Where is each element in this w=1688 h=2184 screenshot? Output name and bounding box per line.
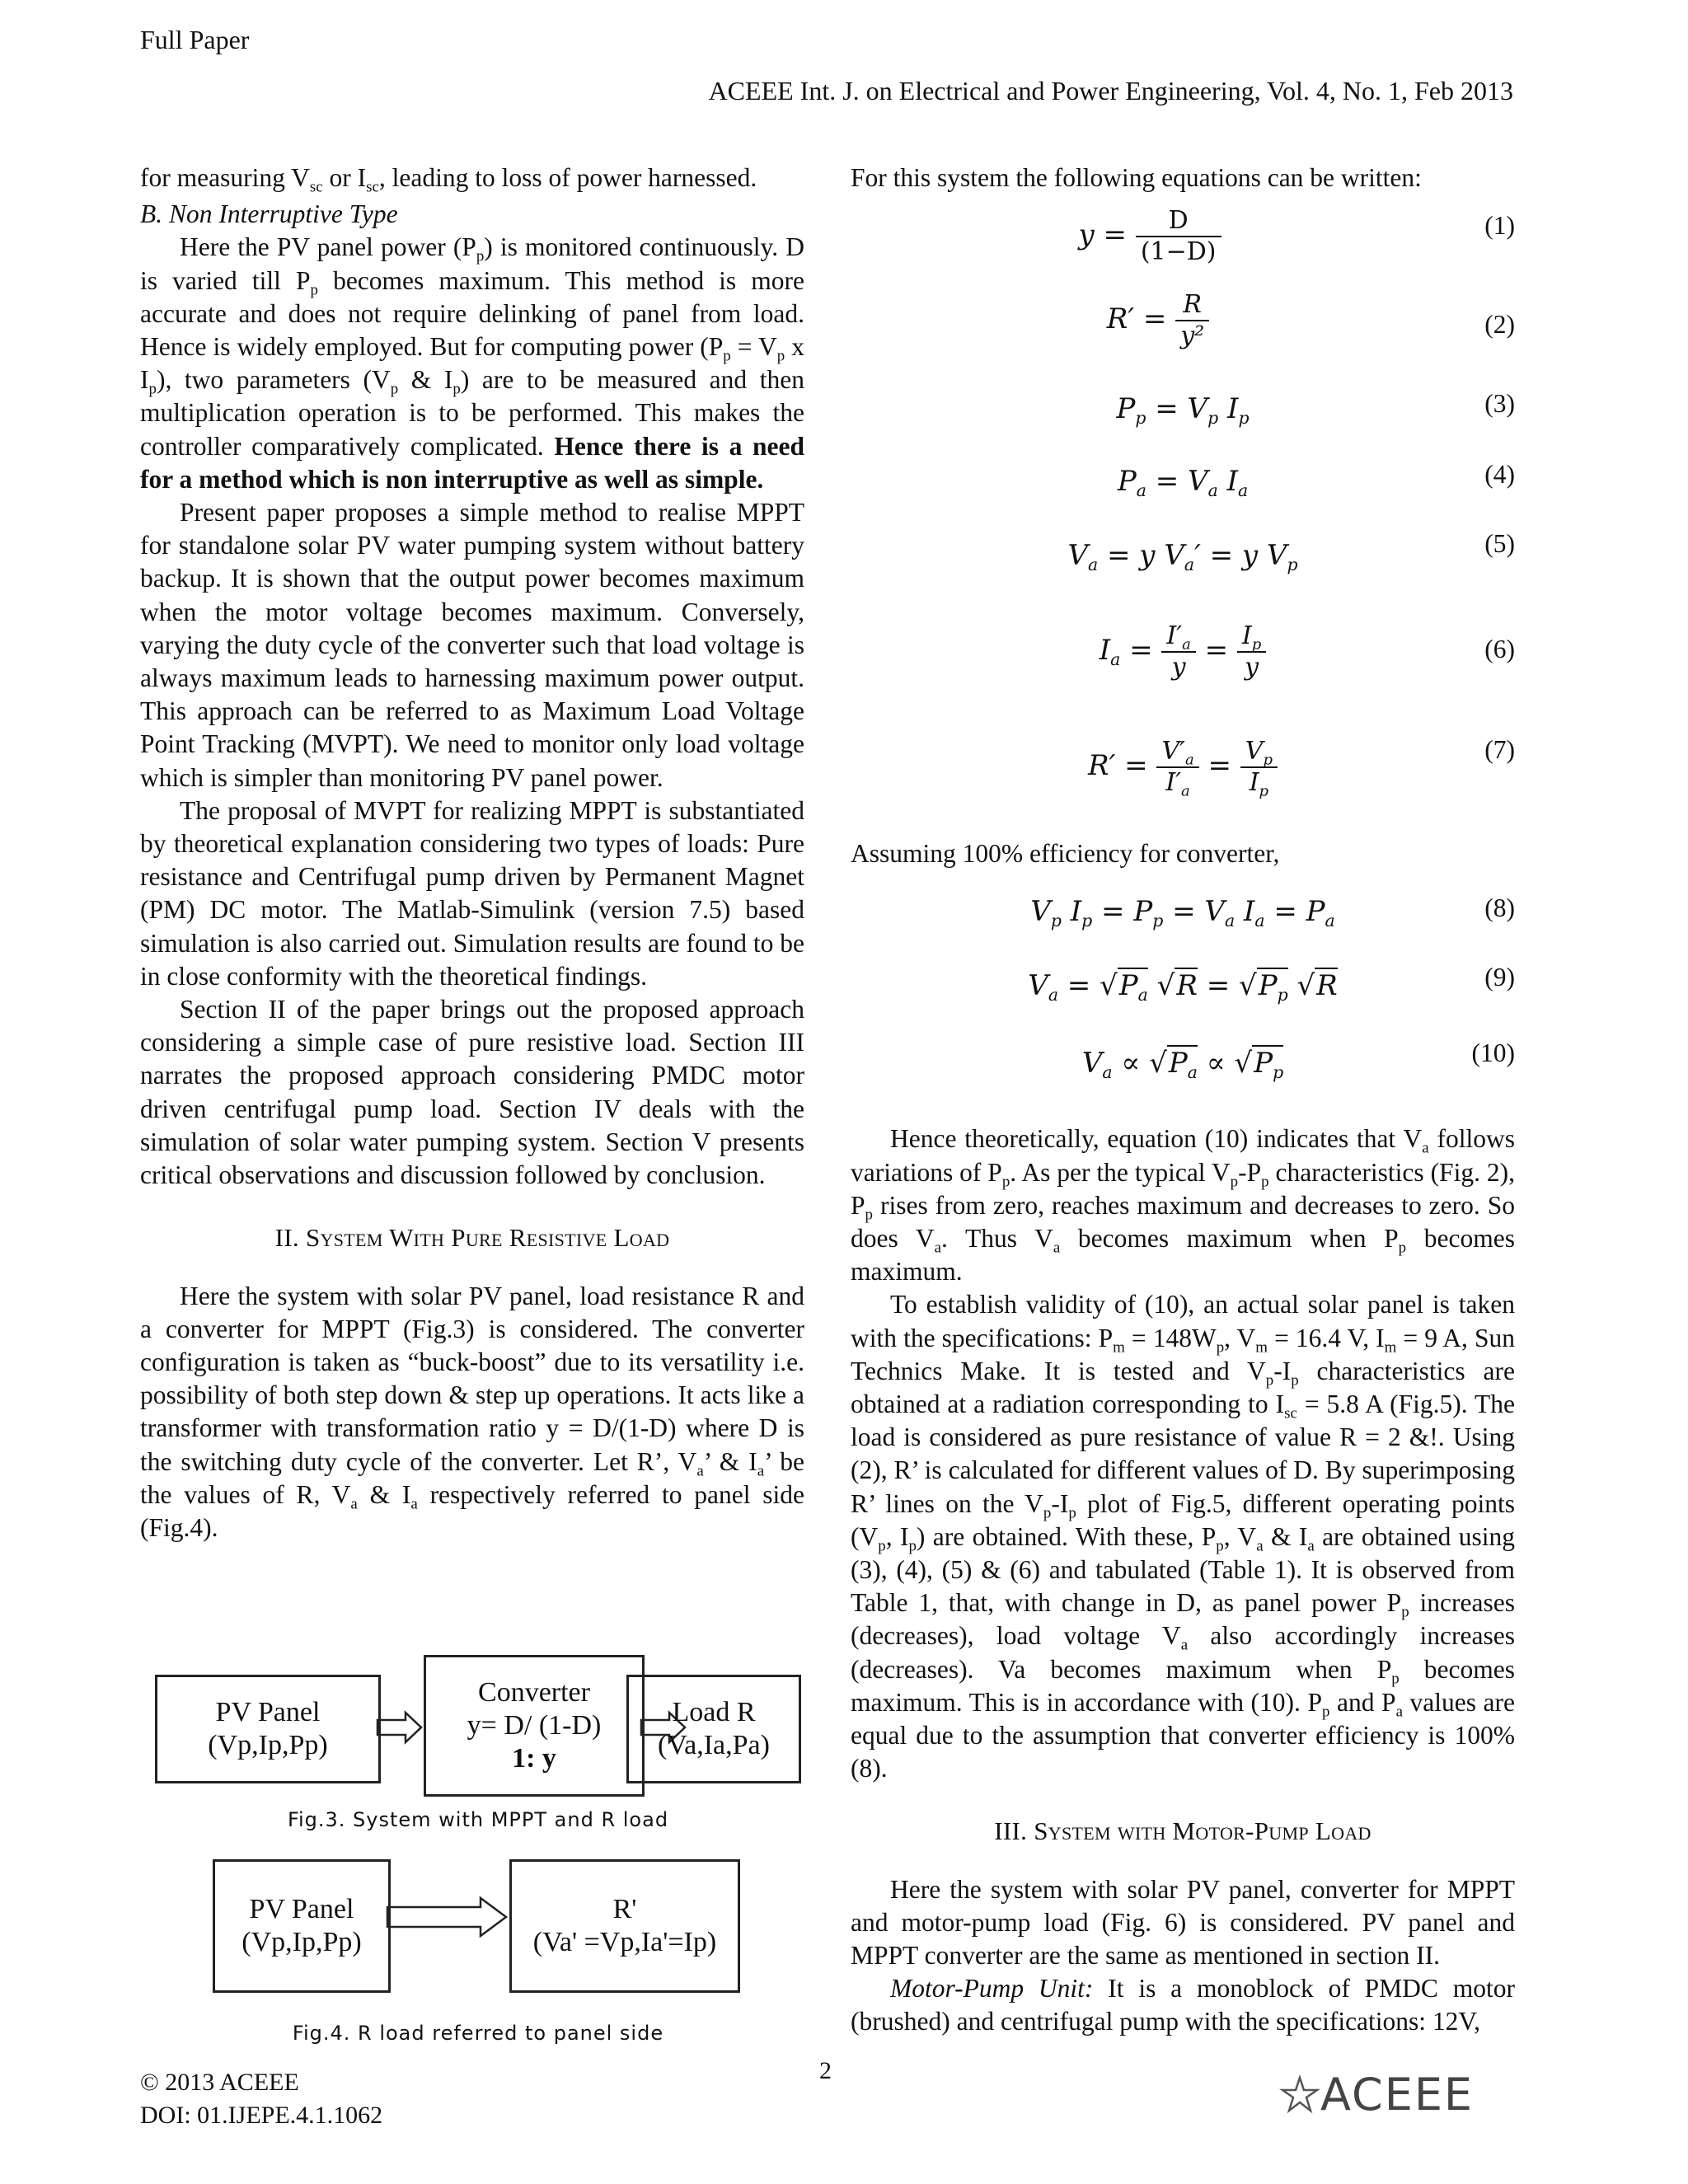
- equation-3: $P_p = V_p$ $I_p$ (3): [1116, 389, 1515, 429]
- equation-10: $V_a \propto √P_a \propto √P_p$ (10): [1081, 1038, 1515, 1083]
- equation-5: $V_a = y$ $V_a' = y$ $V_p$ (5): [1067, 529, 1515, 575]
- running-head-label: Full Paper: [140, 25, 250, 54]
- paragraph-proposal: Present paper proposes a simple method to realise MPPT for standalone solar PV water pumping system without battery backup. It is shown that the output power becomes maximum when the motor voltage becomes maximum. Conversely, varying the duty cycle of the converter such that load voltage is always maximum leads to harnessing maximum power output. This approach can be referred to as Maximum Load Voltage Point Tracking (MVPT). We need to monitor only load voltage which is simpler than monitoring PV panel power.: [140, 498, 804, 792]
- fig3-converter-box: [424, 1655, 645, 1797]
- equation-7: R′ = $\frac{V'_a}{I'_a}$ = $\frac{V_p}{I_p}$ (7): [1088, 735, 1515, 800]
- paragraph-motor-pump-unit: Motor-Pump Unit: It is a monoblock of PMDC motor (brushed) and centrifugal pump with the specifications: 12V,: [851, 1974, 1515, 2036]
- fig4-box1-params: (Vp,Ip,Pp): [241, 1927, 362, 1957]
- fig3-arrow-1-icon: [376, 1710, 424, 1745]
- fig4-pv-panel-box: [213, 1859, 391, 1993]
- fig3-box1-params: (Vp,Ip,Pp): [208, 1730, 328, 1760]
- fig3-box3-title: Load R: [672, 1697, 756, 1727]
- fig4-box2-title: R': [612, 1894, 637, 1924]
- equation-1: y = $\frac{D}{(1-D)}$ (1): [1078, 206, 1515, 267]
- paragraph-non-interruptive: Here the PV panel power $(P_p)$ is monitored continuously. D is varied till $P_p$ becomes maximum. This method is more accurate and does not require delinking of panel from load. Hence is widely employed. But for computing power ($P_p = V_p$ x $I_p$), two parameters ($V_p$ & $I_p$) are to be measured and then multiplication operation is to be performed. This makes the controller comparatively complicated. Hence there is a need for a method which is non interruptive as well as simple.: [140, 232, 805, 494]
- fig4-arrow-icon: [386, 1896, 509, 1938]
- fig3-box3-params: (Va,Ia,Pa): [658, 1730, 770, 1760]
- footer-copyright: © 2013 ACEEE: [140, 2069, 299, 2096]
- star-logo-icon: [1279, 2074, 1320, 2116]
- fig4-box1-title: PV Panel: [249, 1894, 354, 1924]
- fig3-caption: Fig.3. System with MPPT and R load: [287, 1808, 669, 1831]
- fig4-box2-params: (Va' =Vp,Ia'=Ip): [532, 1927, 717, 1957]
- fig3-box2-title: Converter: [478, 1677, 590, 1708]
- subsection-heading: B. Non Interruptive Type: [140, 199, 398, 229]
- journal-citation: ACEEE Int. J. on Electrical and Power Engineering, Vol. 4, No. 1, Feb 2013: [708, 76, 1513, 105]
- equation-9: $V_a = √P_a$ $√R = √P_p$ √R (9): [1028, 963, 1515, 1005]
- fig3-load-box: [626, 1675, 801, 1783]
- equations-intro: For this system the following equations can be written:: [851, 163, 1422, 192]
- fig3-pv-panel-box: [155, 1675, 381, 1783]
- paragraph-mvpt: The proposal of MVPT for realizing MPPT is substantiated by theoretical explanation considering two types of loads: Pure resistance and Centrifugal pump driven by Permanent Magnet (PM) DC motor. The Matlab-Simulink (version 7.5) based simulation is also carried out. Simulation results are found to be in close conformity with the theoretical findings.: [140, 795, 804, 991]
- equation-2: R′ = $\frac{R}{\text{y²}}$ (2): [1106, 290, 1515, 351]
- paragraph-motor-pump: Here the system with solar PV panel, converter for MPPT and motor-pump load (Fig. 6) is considered. PV panel and MPPT converter are the same as mentioned in section II.: [851, 1874, 1515, 1971]
- paragraph-continued: for measuring $V_{sc}$ or $I_{sc}$, leading to loss of power harnessed.: [140, 163, 757, 196]
- equation-6: $I_a$ = $\frac{I'_a}{y}$ = $\frac{I_p}{y}$ (6): [1099, 621, 1515, 682]
- left-column: [140, 162, 804, 1544]
- fig4-reflected-load-box: [509, 1859, 740, 1993]
- footer-doi: DOI: 01.IJEPE.4.1.1062: [140, 2102, 383, 2129]
- paragraph-resistive-load: Here the system with solar PV panel, load resistance R and a converter for MPPT (Fig.3) is considered. The converter configuration is taken as “buck-boost” due to its versatility i.e. possibility of both step down & step up operations. It acts like a transformer with transformation ratio y = D/(1-D) where D is the switching duty cycle of the converter. Let R’, $V_a$’ & $I_a$’ be the values of R, $V_a$ & $I_a$ respectively referred to panel side (Fig.4).: [140, 1281, 805, 1542]
- aceee-logo: [1279, 2069, 1474, 2121]
- fig3-box2-transform: 1: y: [512, 1743, 556, 1774]
- fig3-box1-title: PV Panel: [215, 1697, 321, 1727]
- section-heading-iii: III. System with Motor-Pump Load: [994, 1816, 1372, 1846]
- assumption-text: Assuming 100% efficiency for converter,: [851, 839, 1280, 869]
- paragraph-theory: Hence theoretically, equation (10) indicates that $V_a$ follows variations of $P_p$. As per the typical $V_p-P_p$ characteristics (Fig. 2), $P_p$ rises from zero, reaches maximum and decreases to zero. So does $V_a$. Thus $V_a$ becomes maximum when $P_p$ becomes maximum.: [851, 1124, 1515, 1286]
- section-heading-ii: II. System With Pure Resistive Load: [274, 1223, 670, 1253]
- equation-8: $V_p$ $I_p = P_p = V_a$ $I_a = P_a$ (8): [1030, 893, 1515, 931]
- page-number: 2: [819, 2057, 832, 2084]
- fig3-box2-ratio: y= D/ (1-D): [467, 1710, 602, 1741]
- paragraph-validation: To establish validity of (10), an actual solar panel is taken with the specifications: $P_m = 148W_p$, $V_m = 16.4$ V, $I_m = 9$ A, Sun Technics Make. It is tested and $V_p-I_p$ characteristics are obtained at a radiation corresponding to $I_{sc} = 5.8$ A (Fig.5). The load is considered as pure resistance of value R = 2 &!. Using (2), R’ is calculated for different values of D. By superimposing R’ lines on the $V_p-I_p$ plot of Fig.5, different operating points ($V_p$, $I_p$) are obtained. With these, $P_p$, $V_a$ & $I_a$ are obtained using (3), (4), (5) & (6) and tabulated (Table 1). It is observed from Table 1, that, with change in D, as panel power $P_p$ increases (decreases), load voltage $V_a$ also accordingly increases (decreases). Va becomes maximum when $P_p$ becomes maximum. This is in accordance with (10). $P_p$ and $P_a$ values are equal due to the assumption that converter efficiency is 100% (8).: [851, 1290, 1516, 1783]
- right-column: [851, 162, 1515, 2039]
- equation-4: $P_a = V_a$ $I_a$ (4): [1117, 460, 1515, 501]
- fig4-caption: Fig.4. R load referred to panel side: [292, 2022, 664, 2045]
- logo-wordmark: ACEEE: [1320, 2069, 1475, 2121]
- paragraph-sections: Section II of the paper brings out the proposed approach considering a simple case of pure resistive load. Section III narrates the proposed approach considering PMDC motor driven centrifugal pump load. Section IV deals with the simulation of solar water pumping system. Section V presents critical observations and discussion followed by conclusion.: [140, 995, 804, 1190]
